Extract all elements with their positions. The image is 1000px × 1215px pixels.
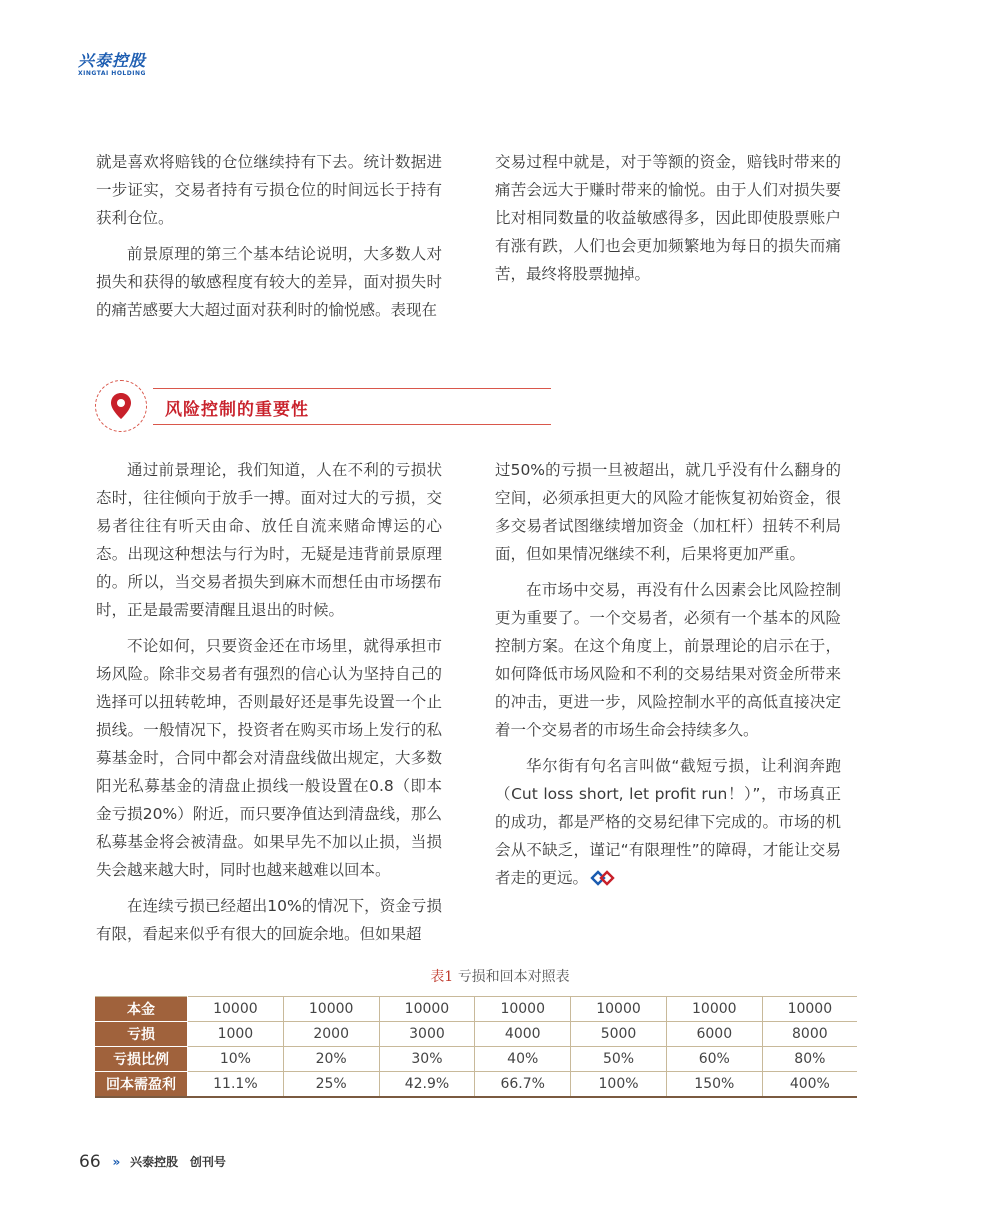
table-row: [95, 1022, 857, 1047]
section-heading: [95, 380, 555, 436]
heading-rule-top: [153, 388, 551, 389]
table-cell: 10000: [379, 997, 475, 1022]
table-cell: 10000: [283, 997, 379, 1022]
paragraph: 交易过程中就是，对于等额的资金，赔钱时带来的痛苦会远大于赚时带来的愉悦。由于人们对损失要比对相同数量的收益敏感得多，因此即使股票账户有涨有跌，人们也会更加频繁地为每日的损失而痛苦，最终将股票抛掉。: [495, 153, 841, 283]
paragraph: 不论如何，只要资金还在市场里，就得承担市场风险。除非交易者有强烈的信心认为坚持自己的选择可以扭转乾坤，否则最好还是事先设置一个止损线。一般情况下，投资者在购买市场上发行的私募基金时，合同中都会对清盘线做出规定，大多数阳光私募基金的清盘止损线一般设置在0.8（即本金亏损20%）附近，而只要净值达到清盘线，那么私募基金将会被清盘。如果早先不加以止损，当损失会越来越大时，同时也越来越难以回本。: [96, 637, 442, 879]
publication-name: 兴泰控股: [130, 1155, 179, 1169]
table-row: [95, 1072, 857, 1098]
table-cell: 40%: [475, 1047, 571, 1072]
table-cell: 2000: [283, 1022, 379, 1047]
table-caption-number: 表1: [430, 969, 454, 985]
issue-label: 创刊号: [189, 1155, 226, 1169]
table-cell: 10000: [762, 997, 857, 1022]
table-cell: 150%: [666, 1072, 762, 1098]
column-bottom-left: [96, 456, 442, 956]
paragraph: 在连续亏损已经超出10%的情况下，资金亏损有限，看起来似乎有很大的回旋余地。但如果超: [96, 897, 442, 943]
table-cell: 5000: [571, 1022, 667, 1047]
row-header: 本金: [95, 997, 188, 1022]
table-cell: 10000: [475, 997, 571, 1022]
table-cell: 10000: [188, 997, 284, 1022]
table-cell: 10%: [188, 1047, 284, 1072]
brand-logo: [78, 52, 158, 78]
section-title: 风险控制的重要性: [165, 400, 309, 420]
row-header: 亏损比例: [95, 1047, 188, 1072]
column-bottom-right: [495, 456, 841, 900]
location-pin-icon: [109, 392, 133, 420]
table-cell: 66.7%: [475, 1072, 571, 1098]
table-cell: 10000: [666, 997, 762, 1022]
paragraph-text: 华尔街有句名言叫做“截短亏损，让利润奔跑（Cut loss short, let profit run！）”，市场真正的成功，都是严格的交易纪律下完成的。市场的机会从不缺乏，谨记“有限理性”的障碍，才能让交易者走的更远。: [495, 757, 841, 887]
table-cell: 8000: [762, 1022, 857, 1047]
paragraph: 过50%的亏损一旦被超出，就几乎没有什么翻身的空间，必须承担更大的风险才能恢复初始资金，很多交易者试图继续增加资金（加杠杆）扭转不利局面，但如果情况继续不利，后果将更加严重。: [495, 461, 841, 563]
column-top-right: [495, 148, 841, 296]
paragraph-last: [495, 752, 841, 892]
paragraph: 前景原理的第三个基本结论说明，大多数人对损失和获得的敏感程度有较大的差异，面对损失时的痛苦感要大大超过面对获利时的愉悦感。表现在: [96, 245, 442, 319]
table-row: [95, 1047, 857, 1072]
table-caption: [0, 966, 1000, 986]
row-header: 亏损: [95, 1022, 188, 1047]
table-cell: 6000: [666, 1022, 762, 1047]
table-row: [95, 997, 857, 1022]
comparison-table: [95, 996, 857, 1098]
article-end-icon: [590, 870, 616, 886]
column-top-left: [96, 148, 442, 332]
heading-rule-bottom: [153, 424, 551, 425]
table-cell: 60%: [666, 1047, 762, 1072]
table-body: [95, 997, 857, 1098]
page-footer: [79, 1152, 226, 1172]
table-cell: 3000: [379, 1022, 475, 1047]
paragraph: 就是喜欢将赔钱的仓位继续持有下去。统计数据进一步证实，交易者持有亏损仓位的时间远长于持有获利仓位。: [96, 153, 442, 227]
table-cell: 25%: [283, 1072, 379, 1098]
page-number: 66: [79, 1152, 101, 1172]
table-cell: 4000: [475, 1022, 571, 1047]
paragraph: 通过前景理论，我们知道，人在不利的亏损状态时，往往倾向于放手一搏。面对过大的亏损，交易者往往有听天由命、放任自流来赌命博运的心态。出现这种想法与行为时，无疑是违背前景原理的。所以，当交易者损失到麻木而想任由市场摆布时，正是最需要清醒且退出的时候。: [96, 461, 442, 619]
table-cell: 20%: [283, 1047, 379, 1072]
table-cell: 11.1%: [188, 1072, 284, 1098]
table-cell: 100%: [571, 1072, 667, 1098]
table-cell: 30%: [379, 1047, 475, 1072]
logo-main-text: 兴泰控股: [78, 51, 147, 70]
logo-sub-text: XINGTAI HOLDING: [78, 70, 146, 77]
table-cell: 42.9%: [379, 1072, 475, 1098]
table-cell: 80%: [762, 1047, 857, 1072]
table-cell: 1000: [188, 1022, 284, 1047]
table-cell: 400%: [762, 1072, 857, 1098]
table-cell: 50%: [571, 1047, 667, 1072]
paragraph: 在市场中交易，再没有什么因素会比风险控制更为重要了。一个交易者，必须有一个基本的风险控制方案。在这个角度上，前景理论的启示在于，如何降低市场风险和不利的交易结果对资金所带来的冲击，更进一步，风险控制水平的高低直接决定着一个交易者的市场生命会持续多久。: [495, 581, 841, 739]
table-cell: 10000: [571, 997, 667, 1022]
row-header: 回本需盈利: [95, 1072, 188, 1098]
table-caption-text: 亏损和回本对照表: [457, 969, 570, 985]
double-chevron-icon: »: [112, 1155, 121, 1169]
